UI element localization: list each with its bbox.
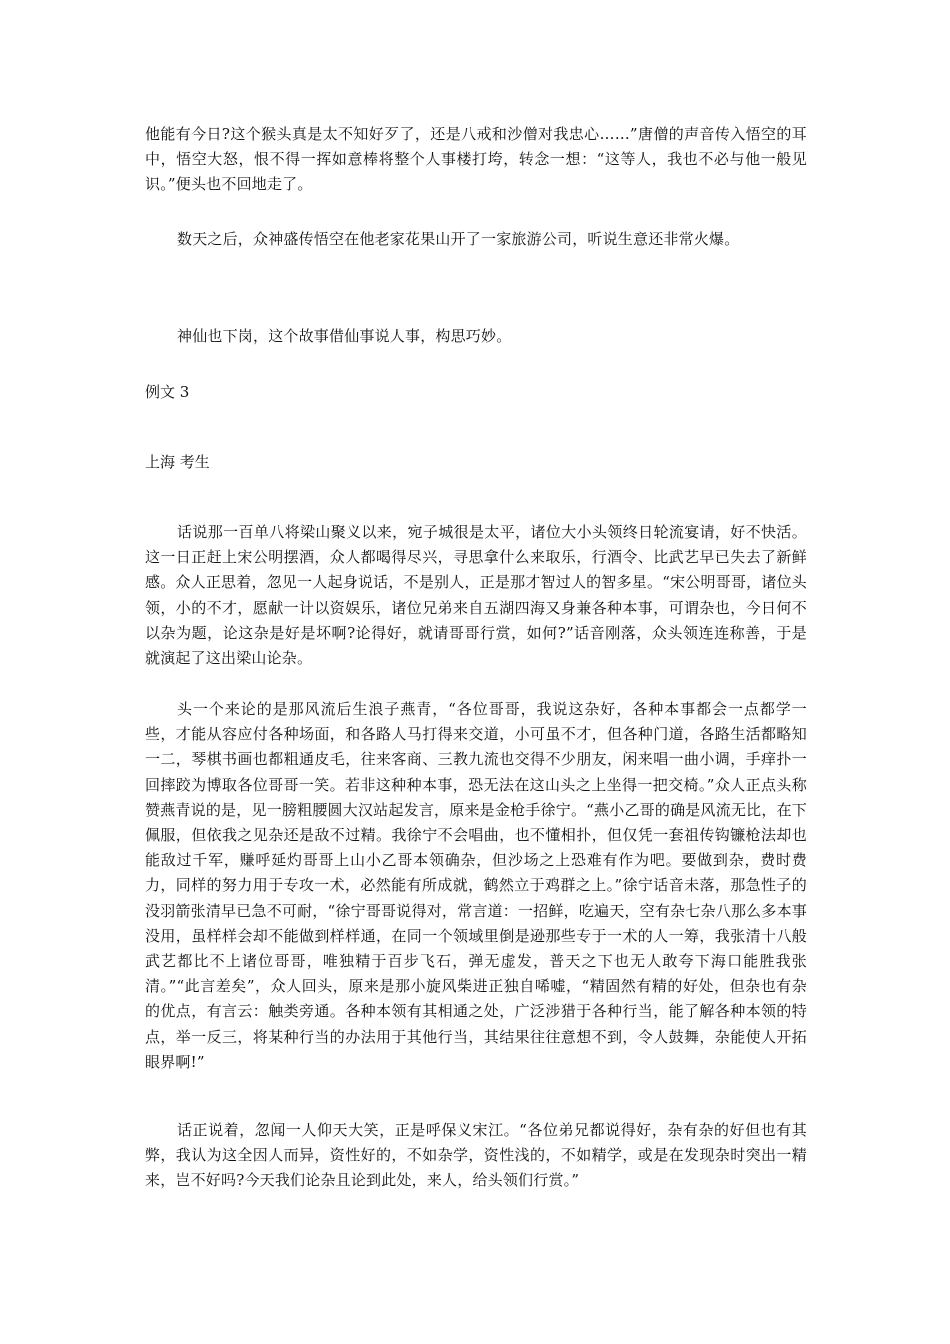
example-heading: 例文 3 xyxy=(145,383,190,401)
paragraph-travel-company: 数天之后，众神盛传悟空在他老家花果山开了一家旅游公司，听说生意还非常火爆。 xyxy=(177,230,740,248)
paragraph-song-jiang: 话正说着，忽闻一人仰天大笑，正是呼保义宋江。“各位弟兄都说得好，杂有杂的好但也有其弊，我认为这全因人而异，资性好的，不如杂学，资性浅的，不如精学，或是在发现杂时突出一精来，岂不好吗?今天我们论杂且论到此处，来人，给头领们行赏。” xyxy=(145,1121,807,1190)
paragraph-liangshan-intro: 话说那一百单八将梁山聚义以来，宛子城很是太平，诸位大小头领终日轮流宴请，好不快活。这一日正赶上宋公明摆酒，众人都喝得尽兴，寻思拿什么来取乐，行酒令、比武艺早已失去了新鲜感。众人正思着，忽见一人起身说话，不是别人，正是那才智过人的智多星。“宋公明哥哥，诸位头领，小的不才，愿献一计以资娱乐，诸位兄弟来自五湖四海又身兼各种本事，可谓杂也，今日何不以杂为题，论这杂是好是坏啊?论得好，就请哥哥行赏，如何?”话音刚落，众头领连连称善，于是就演起了这出梁山论杂。 xyxy=(145,523,807,668)
paragraph-tang-seng-voice: 他能有今日?这个猴头真是太不知好歹了，还是八戒和沙僧对我忠心……”唐僧的声音传入悟空的耳中，悟空大怒，恨不得一挥如意棒将整个人事楼打垮，转念一想：“这等人，我也不必与他一般见识。”便头也不回地走了。 xyxy=(145,125,807,194)
paragraph-comment: 神仙也下岗，这个故事借仙事说人事，构思巧妙。 xyxy=(177,327,512,345)
paragraph-debate: 头一个来论的是那风流后生浪子燕青，“各位哥哥，我说这杂好，各种本事都会一点都学一些，才能从容应付各种场面，和各路人马打得来交道，小可虽不才，但各种门道，各路生活都略知一二，琴棋书画也都粗通皮毛，往来客商、三教九流也交得不少朋友，闲来唱一曲小调，手痒扑一回摔跤为博取各位哥哥一笑。若非这种种本事，恐无法在这山头之上坐得一把交椅。”众人正点头称赞燕青说的是，见一膀粗腰圆大汉站起发言，原来是金枪手徐宁。“燕小乙哥的确是风流无比，在下佩服，但依我之见杂还是敌不过精。我徐宁不会唱曲，也不懂相扑，但仅凭一套祖传钩镰枪法却也能敌过千军，赚呼延灼哥哥上山小乙哥本领确杂，但沙场之上恐难有作为吧。要做到杂，费时费力，同样的努力用于专攻一术，必然能有所成就，鹤然立于鸡群之上。”徐宁话音未落，那急性子的没羽箭张清早已急不可耐，“徐宁哥哥说得对，常言道：一招鲜，吃遍天，空有杂七杂八那么多本事没用，虽样样会却不能做到样样通，在同一个领域里倒是逊那些专于一术的人一筹，我张清十八般武艺都比不上诸位哥哥，唯独精于百步飞石，弹无虚发，普天之下也无人敢夸下海口能胜我张清。”“此言差矣”，众人回头，原来是那小旋风柴进正独自唏嘘，“精固然有精的好处，但杂也有杂的优点，有言云：触类旁通。各种本领有其相通之处，广泛涉猎于各种行当，能了解各种本领的特点，举一反三，将某种行当的办法用于其他行当，其结果往往意想不到，令人鼓舞，杂能使人开拓眼界啊!” xyxy=(145,700,807,1071)
author-line: 上海 考生 xyxy=(145,453,210,471)
